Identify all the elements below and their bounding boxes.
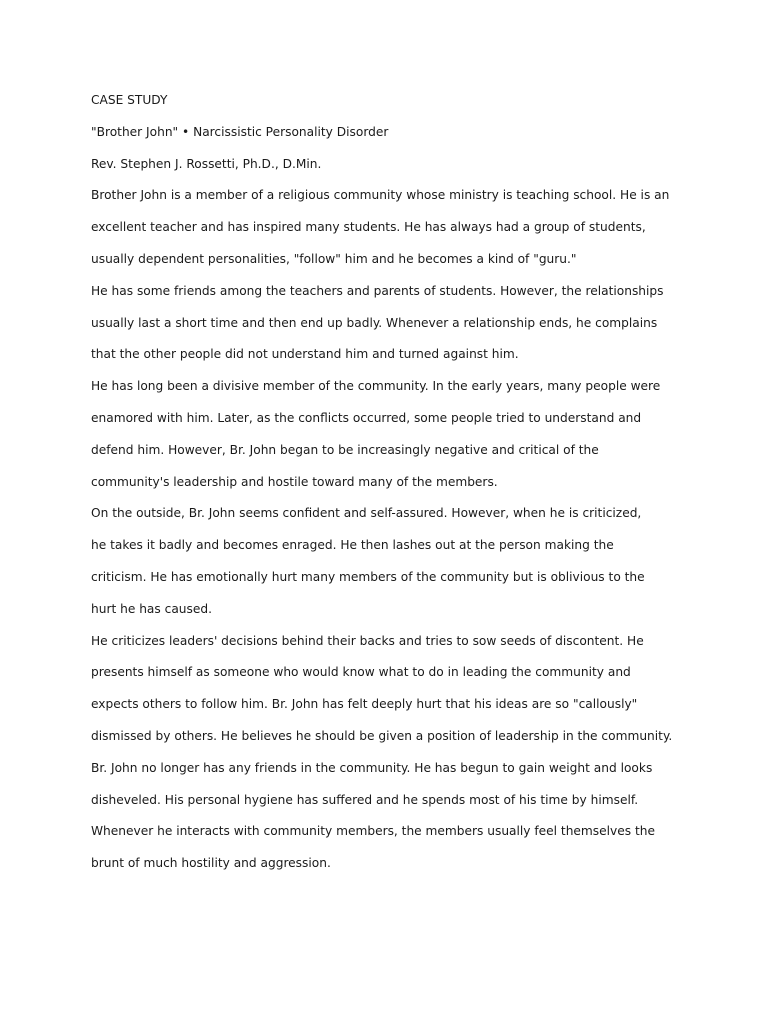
body-line-10: community's leadership and hostile toward many of the members. bbox=[91, 474, 498, 489]
body-line-1: Brother John is a member of a religious community whose ministry is teaching school. He is an bbox=[91, 188, 670, 203]
document-title: "Brother John" • Narcissistic Personality Disorder bbox=[91, 124, 389, 139]
body-line-13: criticism. He has emotionally hurt many members of the community but is oblivious to the bbox=[91, 569, 645, 584]
case-study-heading: CASE STUDY bbox=[91, 93, 168, 107]
body-line-4: He has some friends among the teachers and parents of students. However, the relationships bbox=[91, 283, 664, 298]
body-line-19: Br. John no longer has any friends in the community. He has begun to gain weight and looks bbox=[91, 760, 653, 775]
body-line-14: hurt he has caused. bbox=[91, 601, 212, 616]
body-line-3: usually dependent personalities, "follow" him and he becomes a kind of "guru." bbox=[91, 251, 577, 266]
body-line-11: On the outside, Br. John seems confident and self-assured. However, when he is criticized, bbox=[91, 506, 642, 521]
body-line-16: presents himself as someone who would know what to do in leading the community and bbox=[91, 665, 631, 680]
body-line-15: He criticizes leaders' decisions behind their backs and tries to sow seeds of discontent. He bbox=[91, 633, 644, 648]
body-line-5: usually last a short time and then end up badly. Whenever a relationship ends, he complains bbox=[91, 315, 658, 330]
body-line-17: expects others to follow him. Br. John has felt deeply hurt that his ideas are so "callously" bbox=[91, 697, 638, 712]
body-line-18: dismissed by others. He believes he should be given a position of leadership in the community. bbox=[91, 728, 673, 743]
document-author: Rev. Stephen J. Rossetti, Ph.D., D.Min. bbox=[91, 156, 322, 171]
body-line-8: enamored with him. Later, as the conflicts occurred, some people tried to understand and bbox=[91, 410, 642, 425]
body-line-22: brunt of much hostility and aggression. bbox=[91, 856, 331, 871]
body-line-7: He has long been a divisive member of the community. In the early years, many people were bbox=[91, 379, 661, 394]
body-line-20: disheveled. His personal hygiene has suffered and he spends most of his time by himself. bbox=[91, 792, 639, 807]
body-line-21: Whenever he interacts with community members, the members usually feel themselves the bbox=[91, 824, 655, 839]
body-line-9: defend him. However, Br. John began to be increasingly negative and critical of the bbox=[91, 442, 599, 457]
document-body bbox=[91, 90, 711, 885]
body-line-12: he takes it badly and becomes enraged. He then lashes out at the person making the bbox=[91, 538, 614, 553]
body-line-6: that the other people did not understand him and turned against him. bbox=[91, 347, 519, 362]
body-line-2: excellent teacher and has inspired many students. He has always had a group of students, bbox=[91, 220, 646, 235]
